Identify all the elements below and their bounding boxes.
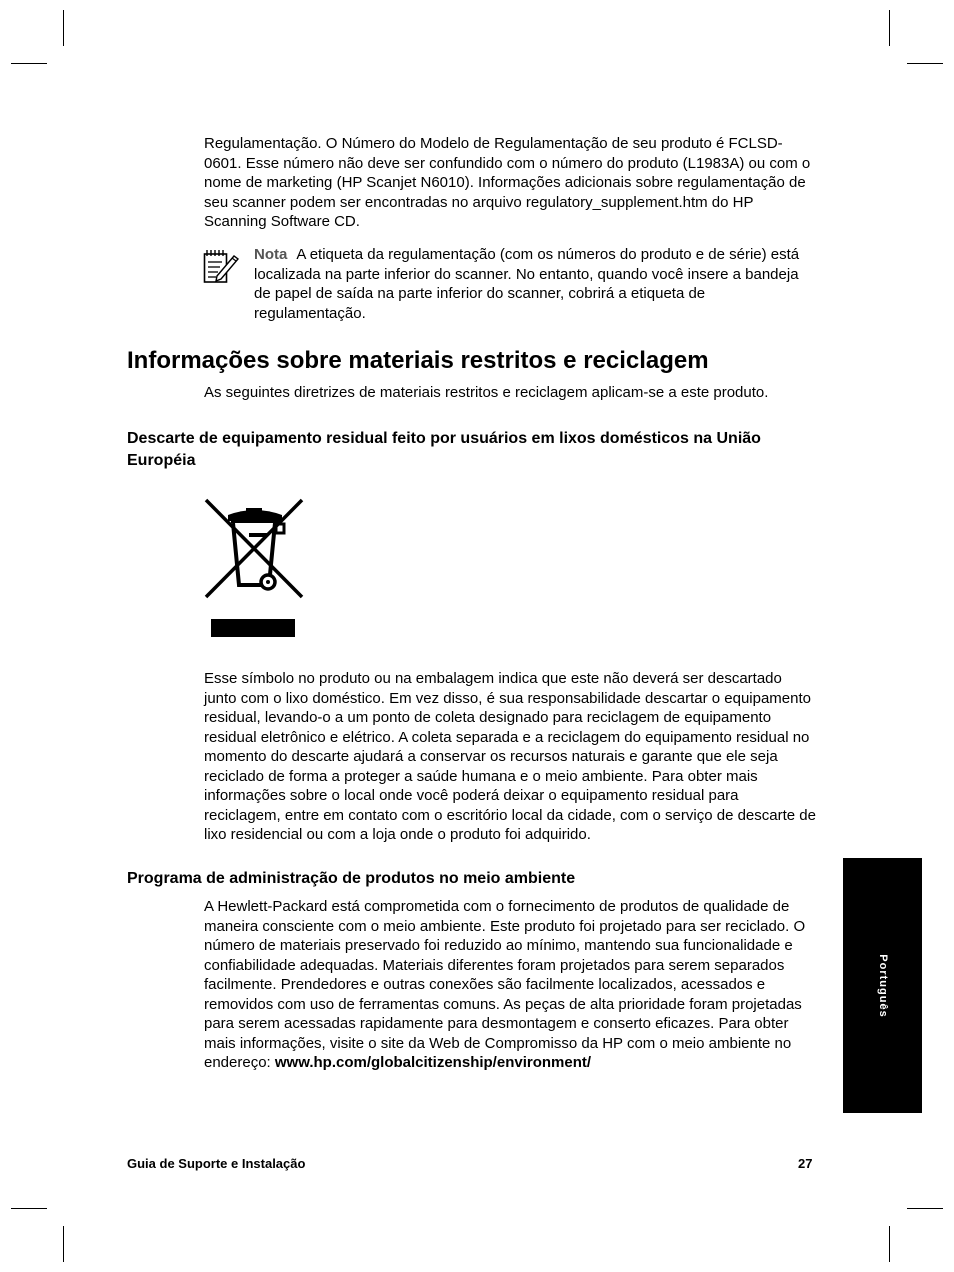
regulatory-paragraph: Regulamentação. O Número do Modelo de Regulamentação de seu produto é FCLSD-0601. Esse número não deve ser confundido com o número do produto (L1983A) ou com o nome de marketing (HP Scanjet N6010). Informações adicionais sobre regulamentação de seu scanner podem ser encontradas no arquivo regulatory_supplement.htm do HP Scanning Software CD. — [204, 135, 811, 230]
note-icon — [203, 248, 241, 284]
weee-heading: Descarte de equipamento residual feito por usuários em lixos domésticos na União Européia — [127, 430, 761, 469]
section-heading: Informações sobre materiais restritos e reciclagem — [127, 347, 709, 374]
note-body: A etiqueta da regulamentação (com os números do produto e de série) está localizada na parte inferior do scanner. No entanto, quando você insere a bandeja de papel de saída na parte inferior do scanner, cobrirá a etiqueta de regulamentação. — [254, 246, 800, 322]
page-number: 27 — [798, 1156, 813, 1171]
crop-mark — [11, 1208, 47, 1209]
crop-mark — [11, 63, 47, 64]
footer-title: Guia de Suporte e Instalação — [127, 1156, 306, 1171]
crop-mark — [889, 1226, 890, 1262]
crop-mark — [63, 10, 64, 46]
language-tab — [843, 858, 922, 1113]
crop-mark — [889, 10, 890, 46]
section-intro: As seguintes diretrizes de materiais restritos e reciclagem aplicam-se a este produto. — [204, 384, 769, 401]
environment-link[interactable]: www.hp.com/globalcitizenship/environment/ — [274, 1054, 592, 1071]
weee-paragraph: Esse símbolo no produto ou na embalagem indica que este não deverá ser descartado junto com o lixo doméstico. Em vez disso, é sua responsabilidade descartar o equipamento residual, levando-o a um ponto de coleta designado para reciclagem de equipamento residual eletrônico e elétrico. A coleta separada e a reciclagem do equipamento residual no momento do descarte ajudará a conservar os recursos naturais e garante que ele seja reciclado de forma a proteger a saúde humana e o meio ambiente. Para obter mais informações sobre o local onde você poderá deixar o equipamento residual para reciclagem, entre em contato com o escritório local da cidade, com o serviço de descarte de lixo residencial ou com a loja onde o produto foi adquirido. — [204, 670, 816, 843]
stewardship-heading: Programa de administração de produtos no meio ambiente — [127, 870, 576, 887]
language-tab-label: Português — [876, 953, 889, 1018]
crop-mark — [907, 63, 943, 64]
crop-mark — [907, 1208, 943, 1209]
note-text — [254, 245, 816, 323]
crossed-out-bin-icon — [203, 497, 305, 639]
crop-mark — [63, 1226, 64, 1262]
stewardship-text: A Hewlett-Packard está comprometida com o fornecimento de produtos de qualidade de maneira consciente com o meio ambiente. Este produto foi projetado para ser reciclado. O número de materiais preservado foi reduzido ao mínimo, mantendo sua funcionalidade e confiabilidade adequadas. Materiais diferentes foram projetados para serem separados facilmente. Prendedores e outras conexões são facilmente localizados, acessados e removidos com uso de ferramentas comuns. As peças de alta prioridade foram projetadas para serem acessadas rapidamente para desmontagem e conserto eficazes. Para obter mais informações, visite o site da Web de Compromisso da HP com o meio ambiente no endereço: — [204, 898, 806, 1071]
note-label: Nota — [254, 246, 288, 263]
stewardship-paragraph — [204, 897, 818, 1073]
